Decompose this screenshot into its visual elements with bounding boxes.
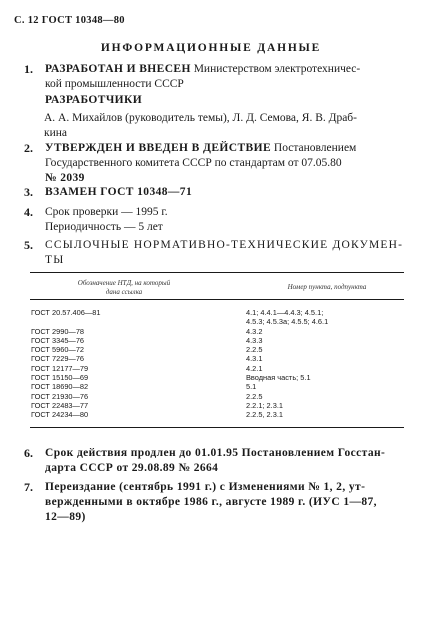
section-number: 1. <box>24 62 33 76</box>
table-cell: 5.1 <box>246 382 257 392</box>
table-bottom-rule <box>30 427 404 428</box>
table-cell: 4.5.3; 4.5.3а; 4.5.5; 4.6.1 <box>246 317 329 327</box>
developers-block <box>24 93 408 108</box>
table-header-rule <box>30 299 404 300</box>
section-number: 4. <box>24 205 33 219</box>
table-col-left <box>31 308 101 420</box>
table-cell: ГОСТ 18690—82 <box>31 382 89 392</box>
section-number: 6. <box>24 446 33 460</box>
section-7-line-1: Переиздание (сентябрь 1991 г.) с Изменениями № 1, 2, ут- <box>45 481 366 493</box>
section-1-text: Министерством электротехничес- <box>190 63 361 75</box>
section-2-text: Постановлением <box>271 142 357 154</box>
section-2-text-3: № 2039 <box>45 172 85 184</box>
page-title: ИНФОРМАЦИОННЫЕ ДАННЫЕ <box>100 42 322 54</box>
table-cell: 4.3.2 <box>246 326 263 336</box>
section-1-text-2: кой промышленности СССР <box>45 78 184 90</box>
section-6-line-1: Срок действия продлен до 01.01.95 Постановлением Госстан- <box>45 447 386 459</box>
table-top-rule <box>30 272 404 273</box>
table-col-right <box>246 308 328 420</box>
table-cell: 2.2.5 <box>246 345 263 355</box>
table-cell: 4.3.3 <box>246 335 263 345</box>
table-cell <box>31 317 101 326</box>
table-cell: ГОСТ 15150—69 <box>31 373 89 383</box>
table-cell: ГОСТ 24234—80 <box>31 410 89 420</box>
developers-line-1: А. А. Михайлов (руководитель темы), Л. Д. Семова, Я. В. Драб- <box>44 112 357 124</box>
page-header: С. 12 ГОСТ 10348—80 <box>14 15 125 26</box>
developers-line-2: кина <box>44 127 67 139</box>
section-number: 5. <box>24 238 33 252</box>
table-cell: ГОСТ 21930—76 <box>31 391 89 401</box>
section-7 <box>24 480 408 525</box>
section-4-line-1: Срок проверки — 1995 г. <box>45 206 168 218</box>
table-cell: ГОСТ 5960—72 <box>31 345 85 355</box>
section-7-line-2: вержденными в октябре 1986 г., августе 1989 г. (ИУС 1—87, <box>45 496 377 508</box>
section-number: 7. <box>24 480 33 494</box>
section-6-line-2: дарта СССР от 29.08.89 № 2664 <box>45 462 219 474</box>
table-col1-header <box>40 279 208 297</box>
table-cell: ГОСТ 20.57.406—81 <box>31 308 101 317</box>
table-cell: ГОСТ 2990—78 <box>31 326 85 336</box>
developers-heading: РАЗРАБОТЧИКИ <box>45 94 143 106</box>
table-col1-header-line-1: Обозначение НТД, на который <box>77 279 171 287</box>
table-cell: ГОСТ 7229—76 <box>31 354 85 364</box>
table-col2-header: Номер пункта, подпункта <box>287 283 367 291</box>
section-5-heading-1: ССЫЛОЧНЫЕ НОРМАТИВНО-ТЕХНИЧЕСКИЕ ДОКУМЕН- <box>45 239 404 251</box>
table-col1-header-line-2: дана ссылка <box>105 288 143 296</box>
section-2-text-2: Государственного комитета СССР по стандартам от 07.05.80 <box>45 157 342 169</box>
table-cell: ГОСТ 3345—76 <box>31 335 85 345</box>
table-cell: 4.2.1 <box>246 363 263 373</box>
section-3 <box>24 185 408 200</box>
section-6 <box>24 446 408 476</box>
section-5 <box>24 238 408 268</box>
section-7-line-3: 12—89) <box>45 511 86 523</box>
section-1 <box>24 62 408 92</box>
section-5-heading-2: ТЫ <box>45 254 65 266</box>
section-4-line-2: Периодичность — 5 лет <box>45 221 163 233</box>
developers-list <box>44 111 408 141</box>
section-1-heading: РАЗРАБОТАН И ВНЕСЕН <box>45 63 191 75</box>
section-2 <box>24 141 408 186</box>
section-number: 2. <box>24 141 33 155</box>
table-cell: 2.2.5, 2.3.1 <box>246 410 283 420</box>
table-cell: ГОСТ 22483—77 <box>31 400 89 410</box>
table-cell: Вводная часть; 5.1 <box>246 373 311 383</box>
table-cell: 2.2.1; 2.3.1 <box>246 400 283 410</box>
section-4 <box>24 205 408 235</box>
section-number: 3. <box>24 185 33 199</box>
table-cell: 2.2.5 <box>246 391 263 401</box>
table-cell: 4.3.1 <box>246 354 263 364</box>
table-cell: ГОСТ 12177—79 <box>31 363 89 373</box>
table-cell: 4.1; 4.4.1—4.4.3; 4.5.1; <box>246 308 324 317</box>
section-3-text: ВЗАМЕН ГОСТ 10348—71 <box>45 186 193 198</box>
section-2-heading: УТВЕРЖДЕН И ВВЕДЕН В ДЕЙСТВИЕ <box>45 142 272 154</box>
